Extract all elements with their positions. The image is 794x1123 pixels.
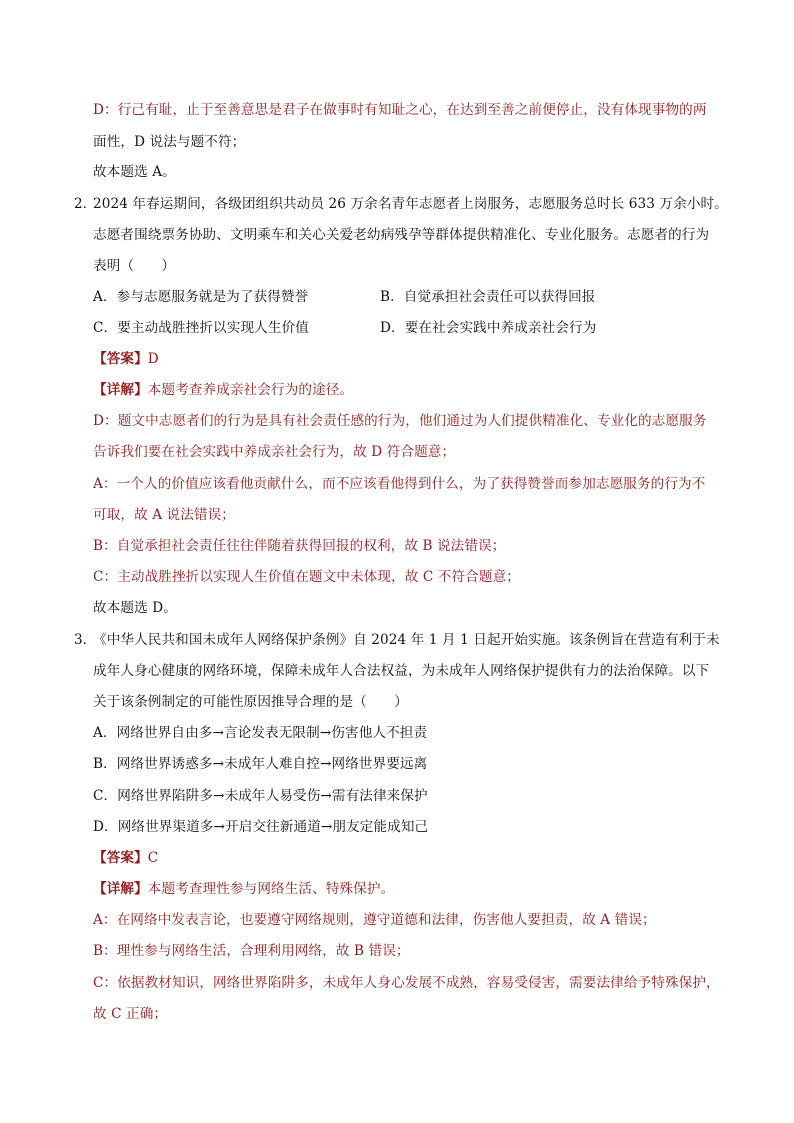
q3-detail-intro: 本题考查理性参与网络生活、特殊保护。 xyxy=(147,881,395,897)
q2-answer-tag: 【答案】 xyxy=(93,351,148,367)
q2-detail-intro: 本题考查养成亲社会行为的途径。 xyxy=(147,382,354,398)
q3-c-analysis-line1: C：依据教材知识，网络世界陷阱多，未成年人身心发展不成熟，容易受侵害，需要法律给予特殊保护， xyxy=(93,975,720,991)
q3-answer-tag: 【答案】 xyxy=(93,850,148,866)
q2-option-d: D．要在社会实践中养成亲社会行为 xyxy=(380,320,597,336)
q2-d-analysis-line2: 告诉我们要在社会实践中养成亲社会行为，故 D 符合题意； xyxy=(93,444,456,460)
q3-option-b: B．网络世界诱惑多→未成年人难自控→网络世界要远离 xyxy=(93,756,428,772)
q2-a-analysis-line2: 可取，故 A 说法错误； xyxy=(93,507,236,523)
q2-number: 2． xyxy=(74,196,97,212)
q2-option-a: A．参与志愿服务就是为了获得赞誉 xyxy=(93,289,309,305)
q2-answer xyxy=(93,349,159,369)
q3-a-analysis: A：在网络中发表言论，也要遵守网络规则，遵守道德和法律，伤害他人要担责，故 A 错误； xyxy=(93,912,656,928)
q2-c-analysis: C：主动战胜挫折以实现人生价值在题文中未体现，故 C 不符合题意； xyxy=(93,569,520,585)
q2-option-b: B．自觉承担社会责任可以获得回报 xyxy=(380,289,596,305)
q2-option-c: C．要主动战胜挫折以实现人生价值 xyxy=(93,320,309,336)
prev-d-analysis-line2: 面性，D 说法与题不符； xyxy=(93,134,246,150)
q2-stem-line2: 志愿者围绕票务协助、文明乘车和关心关爱老幼病残孕等群体提供精准化、专业化服务。志愿者的行为 xyxy=(93,227,710,243)
q3-answer-value: C xyxy=(147,850,159,866)
q2-answer-value: D xyxy=(147,351,159,367)
prev-d-analysis-line1: D：行己有耻，止于至善意思是君子在做事时有知耻之心，在达到至善之前便停止，没有体现事物的两 xyxy=(93,102,707,118)
q2-a-analysis-line1: A：一个人的价值应该看他贡献什么，而不应该看他得到什么，为了获得赞誉而参加志愿服务的行为不 xyxy=(93,476,706,492)
q2-d-analysis-line1: D：题文中志愿者们的行为是具有社会责任感的行为，他们通过为人们提供精准化、专业化的志愿服务 xyxy=(93,413,707,429)
q3-stem-line2: 成年人身心健康的网络环境，保障未成年人合法权益，为未成年人网络保护提供有力的法治保障。以下 xyxy=(93,663,710,679)
q3-stem-line3: 关于该条例制定的可能性原因推导合理的是（ ） xyxy=(93,694,408,710)
q3-option-a: A．网络世界自由多→言论发表无限制→伤害他人不担责 xyxy=(93,725,428,741)
q3-c-analysis-line2: 故 C 正确； xyxy=(93,1006,168,1022)
q2-detail-tag: 【详解】 xyxy=(93,382,148,398)
prev-conclusion: 故本题选 A。 xyxy=(93,164,176,180)
q3-detail-tag: 【详解】 xyxy=(93,881,148,897)
q2-conclusion: 故本题选 D。 xyxy=(93,600,177,616)
q2-b-analysis: B：自觉承担社会责任往往伴随着获得回报的权利，故 B 说法错误； xyxy=(93,538,506,554)
q3-option-d: D．网络世界渠道多→开启交往新通道→朋友定能成知己 xyxy=(93,819,429,835)
q2-detail xyxy=(93,380,353,400)
q3-number: 3． xyxy=(74,632,97,648)
q2-stem-line3: 表明（ ） xyxy=(93,258,176,274)
q3-b-analysis: B：理性参与网络生活，合理利用网络，故 B 错误； xyxy=(93,943,410,959)
q3-option-c: C．网络世界陷阱多→未成年人易受伤→需有法律来保护 xyxy=(93,788,428,804)
q2-stem-line1: 2024 年春运期间，各级团组织共动员 26 万余名青年志愿者上岗服务，志愿服务总时长 633 万余小时。 xyxy=(93,196,728,212)
q3-answer xyxy=(93,848,158,868)
q3-stem-line1: 《中华人民共和国未成年人网络保护条例》自 2024 年 1 月 1 日起开始实施。该条例旨在营造有利于未 xyxy=(93,632,720,648)
q3-detail xyxy=(93,879,394,899)
